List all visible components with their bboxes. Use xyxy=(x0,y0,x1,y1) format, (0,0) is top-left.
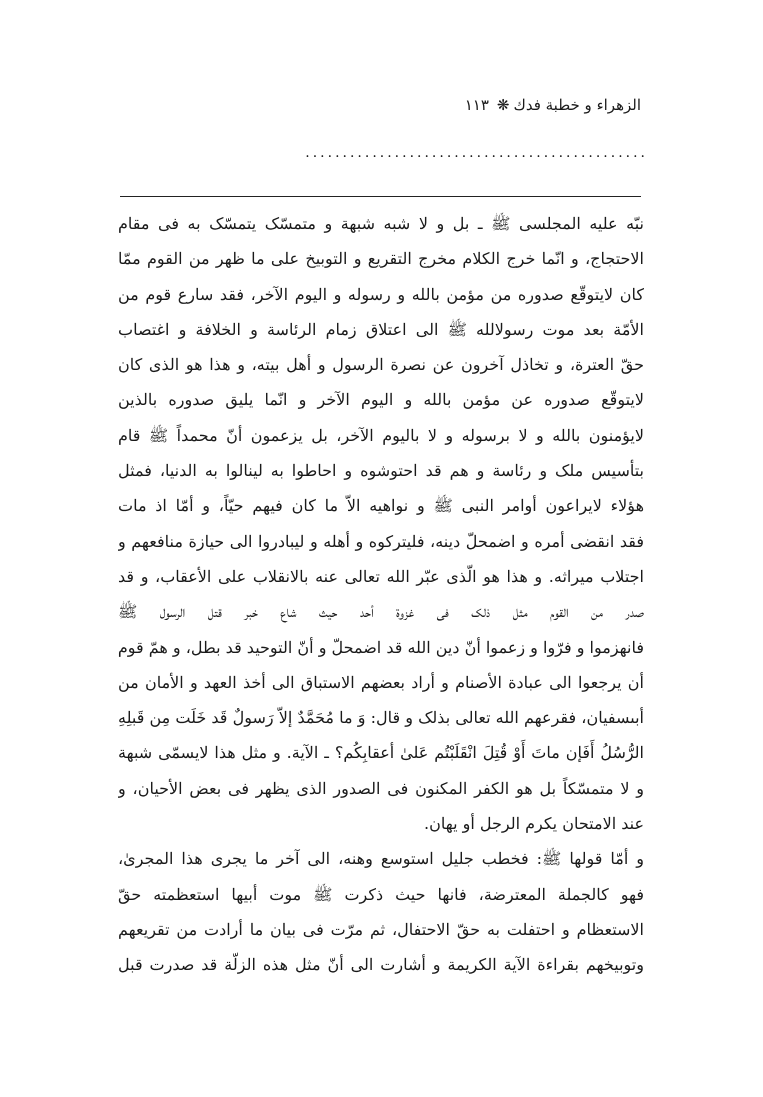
header-title: الزهراء و خطبة فدك xyxy=(513,96,641,114)
header-separator: ❋ xyxy=(496,96,510,114)
text-line: لايؤمنون بالله و لا برسوله و لا باليوم الآخر، بل يزعمون أنّ محمداً ﷺ قام xyxy=(118,425,644,445)
text-line: الاستعظام و احتفلت به حقّ الاحتفال، ثم مرّت فى بيان ما أرادت من تقريعهم xyxy=(118,919,644,939)
text-line: أن يرجعوا الى عبادة الأصنام و أراد بعضهم الاستباق الى أخذ العهد و الأمان من xyxy=(118,672,644,692)
text-line: و لا متمسّكاً بل هو الكفر المكنون فى الصدور الذى يظهر فى بعض الأحيان، و xyxy=(118,778,644,798)
text-line: الرُّسُلُ أَفَإن ماتَ أَوْ قُتِلَ انْقَلَبْتُم عَلىٰ أعقابِكُم؟ ـ الآية. و مثل هذا لايسمّى شبهة xyxy=(118,743,644,763)
page-number: ١١٣ xyxy=(464,96,489,114)
text-line: بتأسيس ملک و رئاسة و هم قد احتوشوه و احاطوا به لينالوا به الدنيا، فمثل xyxy=(118,461,644,481)
text-line: نبّه عليه المجلسى ﷺ ـ بل و لا شبه شبهة و متمسّک يتمسّک به فى مقام xyxy=(118,214,644,233)
text-line: اجتلاب ميراثه. و هذا هو الّذى عبّر الله تعالى عنه بالانقلاب على الأعقاب، و قد xyxy=(118,566,644,586)
text-line: الأمّة بعد موت رسولالله ﷺ الى اعتلاق زمام الرئاسة و الخلافة و اغتصاب xyxy=(118,319,644,339)
dotted-separator: ·············································· xyxy=(305,149,648,165)
text-line: لايتوقّع صدوره عن مؤمن بالله و اليوم الآخر و انّما يليق صدوره بالذين xyxy=(118,390,644,410)
text-line: أبىسفيان، فقرعهم الله تعالى بذلک و قال: وَ ما مُحَمَّدٌ إلاّ رَسولٌ قَد خَلَت مِن قَبلِهِ xyxy=(118,708,644,728)
text-line: حقّ العترة، و تخاذل آخرون عن نصرة الرسول و أهل بيته، و هذا هو الذى كان xyxy=(118,355,644,375)
text-line: فقد انقضى أمره و اضمحلّ دينه، فليتركوه و أهله و ليبادروا الى حيازة منافعهم و xyxy=(118,531,644,551)
text-line: كان لايتوقّع صدوره من مؤمن بالله و رسوله و اليوم الآخر، فقد سارع قوم من xyxy=(118,284,644,304)
text-line: فانهزموا و فرّوا و زعموا أنّ دين الله قد اضمحلّ و أنّ التوحيد قد بطل، و همّ قوم xyxy=(118,637,644,657)
text-line: صدر من القوم مثل ذلک فى غزوة أحد حيث شاع خبر قتل الرسول ﷺ xyxy=(118,602,644,622)
text-line: فهو كالجملة المعترضة، فانها حيث ذكرت ﷺ موت أبيها استعظمته حقّ xyxy=(118,884,644,904)
text-line: و أمّا قولها ﷺ: فخطب جليل استوسع وهنه، الى آخر ما يجرى هذا المجرىٰ، xyxy=(118,849,644,869)
running-header xyxy=(122,92,641,118)
text-line: وتوبيخهم بقراءة الآية الكريمة و أشارت الى أنّ مثل هذه الزلّة قد صدرت قبل xyxy=(118,955,644,975)
text-line: عند الامتحان يكرم الرجل أو يهان. xyxy=(423,814,644,834)
body-text xyxy=(118,206,644,983)
text-line: هؤلاء لايراعون أوامر النبى ﷺ و نواهيه الاّ ما كان فيهم حيّاً، و أمّا اذ مات xyxy=(118,496,644,516)
header-rule xyxy=(120,196,641,197)
text-line: الاحتجاج، و انّما خرج الكلام مخرج التقريع و التوبيخ على ما ظهر من القوم ممّا xyxy=(118,249,644,269)
